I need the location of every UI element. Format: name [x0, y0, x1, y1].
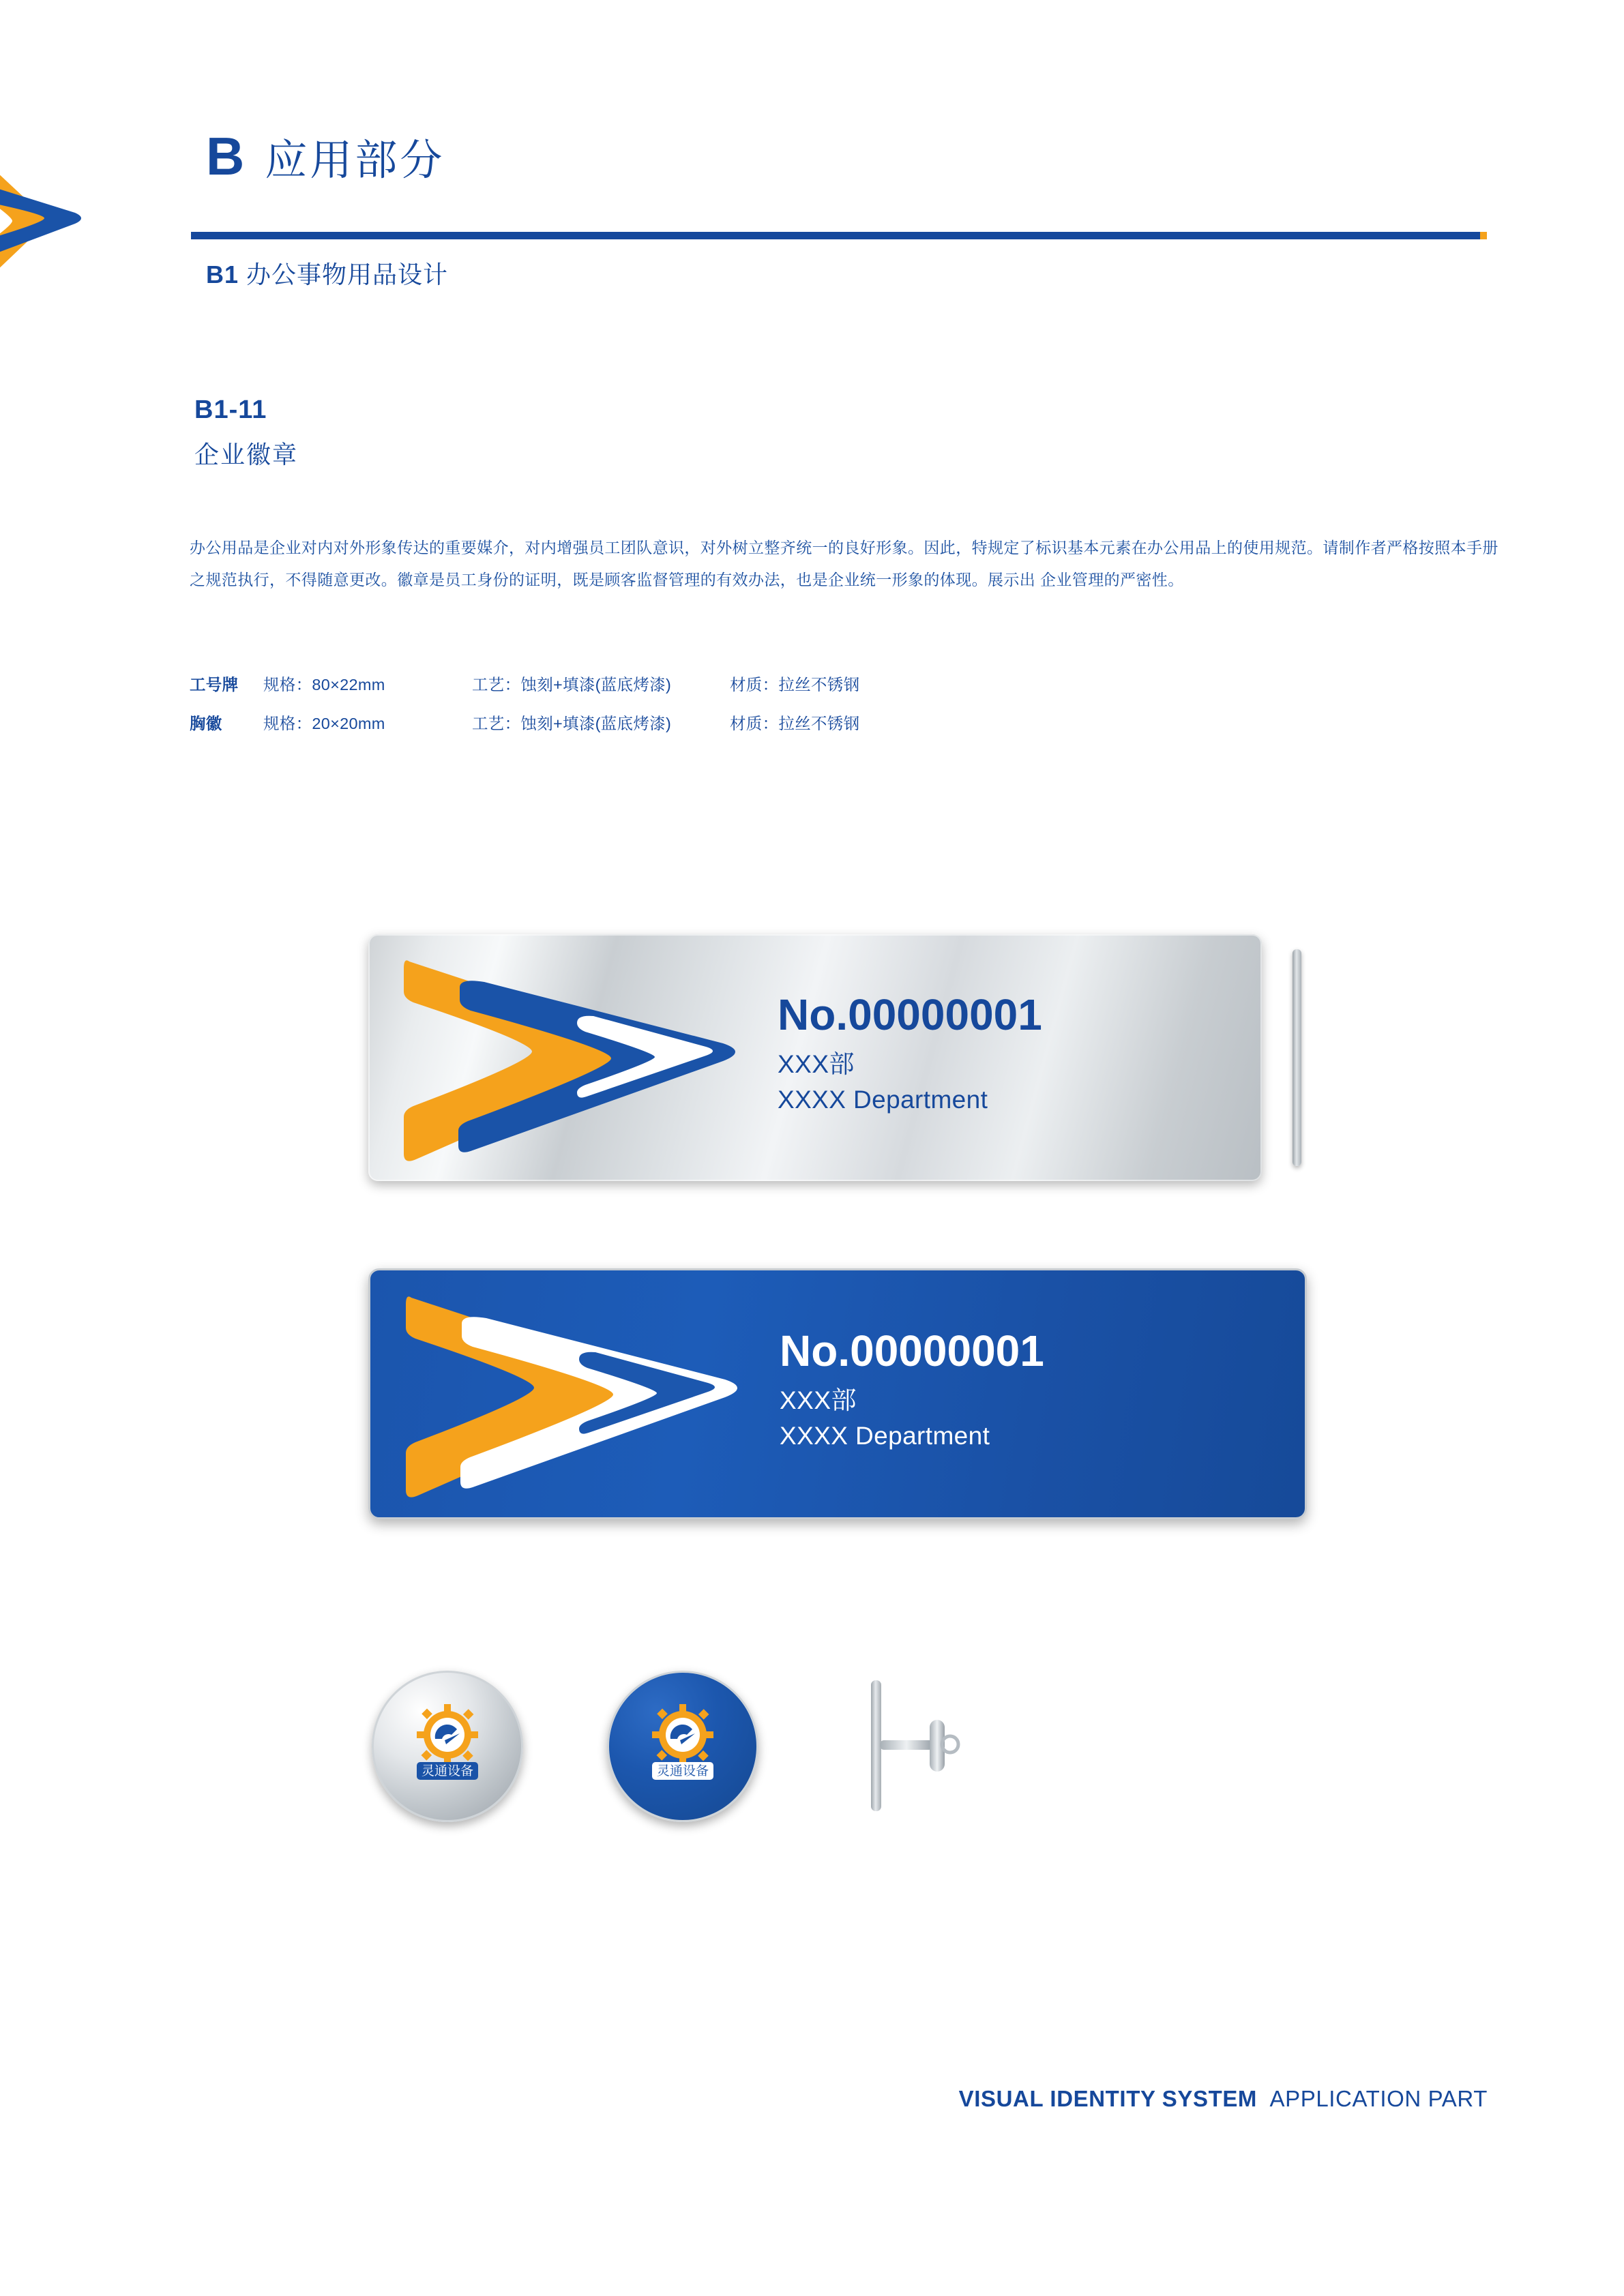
header-subsection [206, 256, 448, 290]
pin-silver [372, 1671, 523, 1822]
header-section-title: 应用部分 [265, 137, 445, 184]
badge-pin-bar [1293, 949, 1301, 1166]
pin-back-clutch-icon [863, 1678, 999, 1814]
header-divider-rule [191, 232, 1487, 239]
badge-number: No.00000001 [778, 990, 1042, 1039]
specification-list [190, 672, 1486, 749]
badge-silver-plate [368, 934, 1262, 1181]
company-logo-icon [396, 1695, 499, 1798]
body-paragraph: 办公用品是企业对内对外形象传达的重要媒介，对内增强员工团队意识，对外树立整齐统一的良好形象。因此，特规定了标识基本元素在办公用品上的使用规范。请制作者严格按照本手册之规范执行，不得随意更改。徽章是员工身份的证明，既是顾客监督管理的有效办法，也是企业统一形象的体现。展示出 企业管理的严密性。 [190, 539, 1498, 589]
header-subsection-title: 办公事物用品设计 [246, 260, 449, 288]
footer-title-strong: VISUAL IDENTITY SYSTEM [958, 2086, 1258, 2111]
svg-text:灵通设备: 灵通设备 [656, 1764, 709, 1778]
name-badge-blue [368, 1268, 1323, 1534]
section-code: B1-11 [194, 396, 267, 424]
section-name: 企业徽章 [194, 441, 299, 468]
rule-orange-segment [1480, 232, 1487, 239]
badge-text-block [780, 1326, 1044, 1450]
badge-department-cn: XXX部 [780, 1386, 857, 1414]
spec-craft: 工艺：蚀刻+填漆(蓝底烤漆) [472, 715, 672, 732]
spec-label: 胸徽 [190, 715, 222, 732]
name-badge-silver [368, 934, 1323, 1200]
badge-text-block [778, 990, 1042, 1114]
spec-craft: 工艺：蚀刻+填漆(蓝底烤漆) [472, 676, 672, 694]
header-subsection-code: B1 [206, 260, 239, 288]
spec-material: 材质：拉丝不锈钢 [730, 676, 860, 694]
badge-department-en: XXXX Department [780, 1421, 990, 1450]
header-section-letter: B [206, 126, 245, 186]
spec-row [190, 711, 1486, 734]
company-logo-icon [632, 1695, 734, 1798]
header-title-row [191, 126, 1487, 186]
spec-label: 工号牌 [190, 676, 239, 694]
spec-material: 材质：拉丝不锈钢 [730, 715, 860, 732]
pin-blue [607, 1671, 758, 1822]
badge-department-cn: XXX部 [778, 1050, 855, 1078]
decorative-arrow-mark [0, 136, 89, 307]
badge-blue-plate [368, 1268, 1307, 1519]
footer-title-light: APPLICATION PART [1269, 2086, 1488, 2111]
spec-size: 规格：20×20mm [263, 715, 385, 732]
spec-size: 规格：80×22mm [263, 676, 385, 694]
svg-text:灵通设备: 灵通设备 [421, 1764, 474, 1778]
spec-row [190, 672, 1486, 695]
page-header [191, 126, 1487, 288]
page-footer [959, 2086, 1488, 2112]
badge-department-en: XXXX Department [778, 1085, 988, 1114]
rule-blue-segment [191, 232, 1480, 239]
badge-number: No.00000001 [780, 1326, 1044, 1375]
lapel-pin-group [372, 1671, 1190, 1862]
section-heading [194, 396, 1490, 471]
